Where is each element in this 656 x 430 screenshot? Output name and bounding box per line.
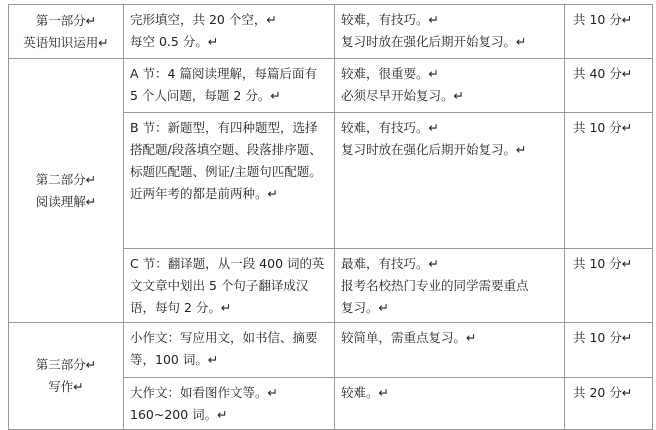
difficulty-cell — [335, 5, 565, 59]
difficulty-line: 较难，有技巧。↵ — [341, 12, 439, 27]
section-label: 阅读理解↵ — [35, 193, 97, 209]
description-line: A 节：4 篇阅读理解，每篇后面有 — [130, 66, 317, 81]
score-value: 共 10 分↵ — [573, 12, 633, 27]
difficulty-line: 复习时放在强化后期开始复习。↵ — [341, 34, 527, 49]
description-line: 标题匹配题、例证/主题句匹配题。 — [130, 164, 322, 179]
description-line: 语，每句 2 分。↵ — [130, 300, 232, 315]
description-line: 文文章中划出 5 个句子翻译成汉 — [130, 278, 309, 293]
description-line: 近两年考的都是前两种。↵ — [130, 186, 278, 201]
score-cell — [565, 249, 653, 323]
table-row — [9, 5, 653, 59]
score-value: 共 40 分↵ — [573, 66, 633, 81]
difficulty-cell — [335, 59, 565, 113]
section-cell — [9, 59, 124, 323]
description-cell — [124, 59, 335, 113]
section-label: 第三部分↵ — [35, 357, 97, 372]
score-cell — [565, 378, 653, 430]
score-value: 共 10 分↵ — [573, 330, 633, 345]
score-cell — [565, 5, 653, 59]
description-line: 160~200 词。↵ — [130, 407, 228, 422]
difficulty-cell — [335, 323, 565, 378]
difficulty-line: 较难，很重要。↵ — [341, 66, 439, 81]
description-line: 小作文：写应用文，如书信、摘要 — [130, 330, 318, 345]
difficulty-line: 报考名校热门专业的同学需要重点 — [341, 278, 529, 293]
description-line: 大作文：如看图作文等。↵ — [130, 385, 278, 400]
description-line: 完形填空，共 20 个空，↵ — [130, 12, 277, 27]
difficulty-line: 较难，有技巧。↵ — [341, 120, 439, 135]
difficulty-line: 较难。↵ — [341, 385, 389, 400]
section-label: 英语知识运用↵ — [23, 34, 109, 50]
score-cell — [565, 113, 653, 249]
description-cell — [124, 113, 335, 249]
description-cell — [124, 323, 335, 378]
description-line: 5 个人问题，每题 2 分。↵ — [130, 88, 281, 103]
description-line: 搭配题/段落填空题、段落排序题、 — [130, 142, 322, 157]
section-label: 第一部分↵ — [35, 12, 97, 28]
section-label: 写作↵ — [48, 379, 84, 394]
score-value: 共 20 分↵ — [573, 385, 633, 400]
description-line: B 节：新题型，有四种题型，选择 — [130, 120, 318, 135]
difficulty-cell — [335, 249, 565, 323]
difficulty-line: 复习。↵ — [341, 300, 389, 315]
score-value: 共 10 分↵ — [573, 256, 633, 271]
score-cell — [565, 59, 653, 113]
description-line: 每空 0.5 分。↵ — [130, 34, 219, 49]
score-value: 共 10 分↵ — [573, 120, 633, 135]
table-row — [9, 323, 653, 378]
difficulty-line: 复习时放在强化后期开始复习。↵ — [341, 142, 527, 157]
section-cell — [9, 5, 124, 59]
difficulty-line: 较简单，需重点复习。↵ — [341, 330, 477, 345]
section-label: 第二部分↵ — [35, 171, 97, 187]
description-cell — [124, 5, 335, 59]
score-cell — [565, 323, 653, 378]
exam-structure-table — [8, 4, 653, 430]
section-cell — [9, 323, 124, 430]
difficulty-cell — [335, 113, 565, 249]
difficulty-cell — [335, 378, 565, 430]
table-body — [9, 5, 653, 430]
description-cell — [124, 378, 335, 430]
difficulty-line: 最难，有技巧。↵ — [341, 256, 439, 271]
description-cell — [124, 249, 335, 323]
description-line: C 节：翻译题，从一段 400 词的英 — [130, 256, 325, 271]
difficulty-line: 必须尽早开始复习。↵ — [341, 88, 464, 103]
table-row — [9, 59, 653, 113]
description-line: 等，100 词。↵ — [130, 352, 219, 367]
